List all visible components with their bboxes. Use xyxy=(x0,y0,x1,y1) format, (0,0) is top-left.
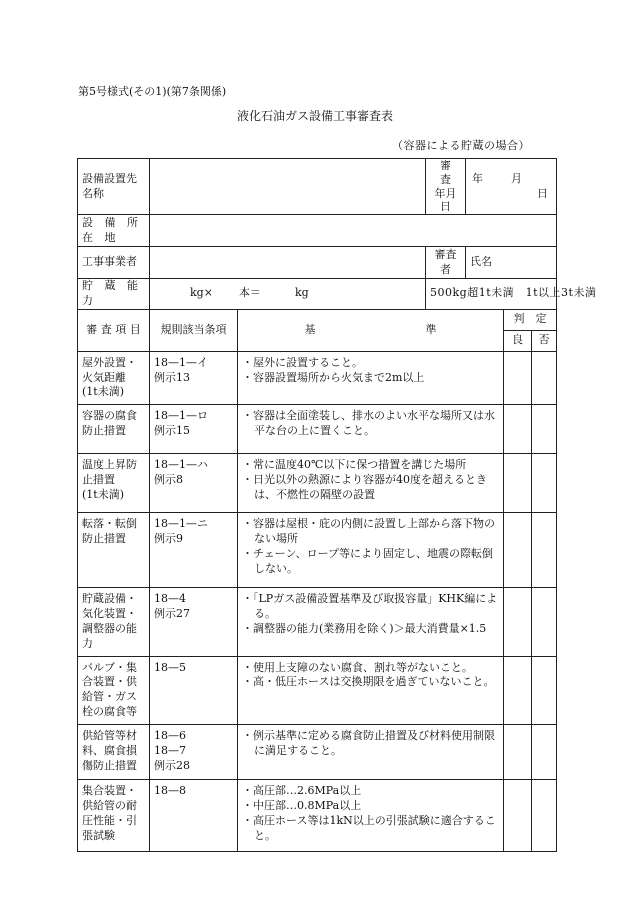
table-row xyxy=(78,588,557,656)
col-judgment-header: 判 定 xyxy=(504,309,557,330)
standard-text xyxy=(238,779,504,851)
review-item: 温度上昇防 止措置 (1t未満) xyxy=(78,454,150,513)
judgment-good-cell[interactable] xyxy=(504,351,532,405)
contractor-label: 工事事業者 xyxy=(78,247,150,279)
col-clause-header: 規則該当条項 xyxy=(150,309,238,351)
judgment-bad-cell[interactable] xyxy=(532,454,557,513)
standard-text xyxy=(238,351,504,405)
capacity-label: 貯 蔵 能 力 xyxy=(78,279,150,310)
standard-text xyxy=(238,405,504,454)
standard-text xyxy=(238,588,504,656)
standard-text xyxy=(238,513,504,588)
contractor-field[interactable] xyxy=(150,247,426,279)
standard-line: ・屋外に設置すること。 xyxy=(242,355,363,369)
regulation-clause: 18—6 18—7 例示28 xyxy=(150,724,238,779)
standard-line: ・高圧ホース等は1kN以上の引張試験に適合すること。 xyxy=(242,813,496,842)
review-table xyxy=(77,158,597,852)
judgment-good-cell[interactable] xyxy=(504,513,532,588)
standard-line: ・例示基準に定める腐食防止措置及び材料使用制限に満足すること。 xyxy=(242,728,495,757)
judgment-good-cell[interactable] xyxy=(504,454,532,513)
regulation-clause: 18—1—ニ 例示9 xyxy=(150,513,238,588)
regulation-clause: 18—8 xyxy=(150,779,238,851)
col-item-header: 審 査 項 目 xyxy=(78,309,150,351)
form-number: 第5号様式(その1)(第7条関係) xyxy=(78,85,227,98)
review-item: 容器の腐食 防止措置 xyxy=(78,405,150,454)
site-name-label: 設備設置先名称 xyxy=(78,159,150,215)
date-day: 日 xyxy=(537,186,549,200)
review-item: 貯蔵設備・ 気化装置・ 調整器の能 力 xyxy=(78,588,150,656)
col-good-header: 良 xyxy=(504,330,532,351)
regulation-clause: 18—5 xyxy=(150,656,238,724)
table-row xyxy=(78,454,557,513)
judgment-bad-cell[interactable] xyxy=(532,351,557,405)
standard-line: ・調整器の能力(業務用を除く)＞最大消費量×1.5 xyxy=(242,621,487,635)
name-label: 氏名 xyxy=(470,255,492,269)
review-date-label: 審 査 年月日 xyxy=(426,159,466,215)
location-label: 設 備 所 在 地 xyxy=(78,215,150,247)
standard-line: ・日光以外の熱源により容器が40度を超えるときは、不燃性の隔壁の設置 xyxy=(242,473,487,501)
judgment-good-cell[interactable] xyxy=(504,656,532,724)
reviewer-label: 審査者 xyxy=(426,247,466,279)
standard-line: ・高・低圧ホースは交換期限を過ぎていないこと。 xyxy=(242,675,495,689)
page-title: 液化石油ガス設備工事審査表 xyxy=(236,109,393,123)
standard-line: ・常に温度40℃以下に保つ措置を講じた場所 xyxy=(242,458,467,472)
table-row xyxy=(78,513,557,588)
capacity-units: 本＝ xyxy=(238,286,261,300)
standard-line: ・「LPガス設備設置基準及び取扱容量」KHK編による。 xyxy=(242,592,498,621)
review-item: 屋外設置・ 火気距離 (1t未満) xyxy=(78,351,150,405)
date-month: 月 xyxy=(511,171,523,185)
judgment-good-cell[interactable] xyxy=(504,405,532,454)
col-standard-header: 基 準 xyxy=(238,309,504,351)
table-row xyxy=(78,405,557,454)
regulation-clause: 18—4 例示27 xyxy=(150,588,238,656)
standard-line: ・容器は屋根・庇の内側に設置し上部から落下物のない場所 xyxy=(242,517,495,546)
judgment-bad-cell[interactable] xyxy=(532,588,557,656)
review-item: 転落・転倒 防止措置 xyxy=(78,513,150,588)
standard-line: ・使用上支障のない腐食、割れ等がないこと。 xyxy=(242,660,473,674)
date-year: 年 xyxy=(472,171,484,185)
page-subtitle: （容器による貯蔵の場合） xyxy=(392,139,530,152)
capacity-field[interactable] xyxy=(150,279,426,310)
col-bad-header: 否 xyxy=(532,330,557,351)
review-item: バルブ・集 合装置・供 給管・ガス 栓の腐食等 xyxy=(78,656,150,724)
review-item: 集合装置・ 供給管の耐 圧性能・引 張試験 xyxy=(78,779,150,851)
standard-line: ・容器は全面塗装し、排水のよい水平な場所又は水平な台の上に置くこと。 xyxy=(242,409,495,438)
standard-line: ・高圧部…2.6MPa以上 xyxy=(242,783,362,797)
table-row xyxy=(78,779,557,851)
standard-text xyxy=(238,656,504,724)
standard-text xyxy=(238,454,504,513)
standard-text xyxy=(238,724,504,779)
table-row xyxy=(78,351,557,405)
review-item: 供給管等材 料、腐食損 傷防止措置 xyxy=(78,724,150,779)
judgment-good-cell[interactable] xyxy=(504,779,532,851)
judgment-bad-cell[interactable] xyxy=(532,779,557,851)
judgment-bad-cell[interactable] xyxy=(532,656,557,724)
reviewer-name-field[interactable] xyxy=(466,247,557,279)
site-name-field[interactable] xyxy=(150,159,426,215)
review-date-field[interactable] xyxy=(466,159,557,215)
judgment-bad-cell[interactable] xyxy=(532,405,557,454)
capacity-range: 500kg超1t未満 1t以上3t未満 xyxy=(426,279,557,310)
standard-line: ・容器設置場所から火気まで2m以上 xyxy=(242,370,425,384)
judgment-good-cell[interactable] xyxy=(504,724,532,779)
regulation-clause: 18—1—ハ 例示8 xyxy=(150,454,238,513)
capacity-kg-total: kg xyxy=(294,286,309,300)
judgment-bad-cell[interactable] xyxy=(532,513,557,588)
judgment-good-cell[interactable] xyxy=(504,588,532,656)
table-row xyxy=(78,656,557,724)
table-row xyxy=(78,724,557,779)
review-rows xyxy=(78,351,557,851)
location-field[interactable] xyxy=(150,215,557,247)
capacity-kg: kg× xyxy=(190,286,213,300)
regulation-clause: 18—1—イ 例示13 xyxy=(150,351,238,405)
standard-line: ・チェーン、ロープ等により固定し、地震の際転倒しない。 xyxy=(242,546,494,575)
standard-line: ・中圧部…0.8MPa以上 xyxy=(242,798,362,812)
regulation-clause: 18—1—ロ 例示15 xyxy=(150,405,238,454)
judgment-bad-cell[interactable] xyxy=(532,724,557,779)
